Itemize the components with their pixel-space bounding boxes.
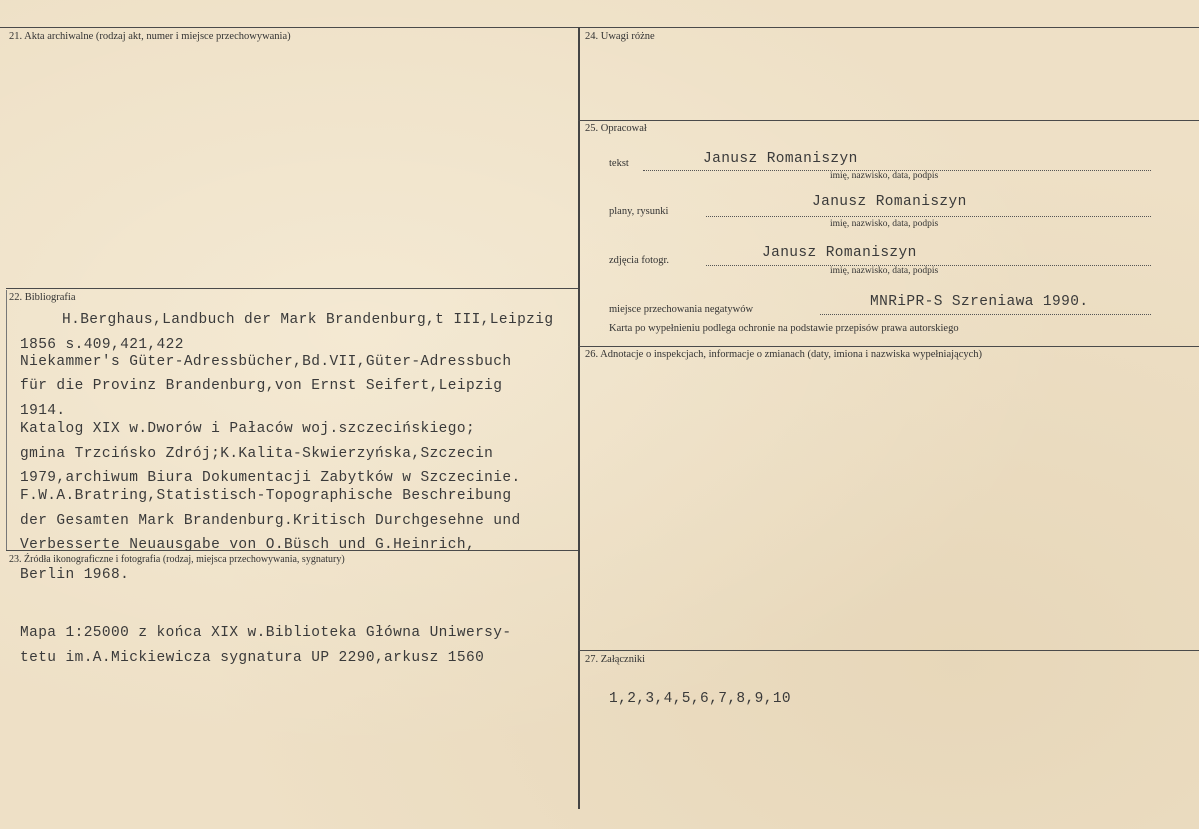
bibliography-line: Niekammer's Güter-Adressbücher,Bd.VII,Güter-Adressbuch [20,354,512,370]
author-field-plans-hint: imię, nazwisko, data, podpis [830,219,939,229]
author-field-text-value: Janusz Romaniszyn [703,151,858,167]
section-24-label: 24. Uwagi różne [585,31,655,42]
bibliography-line: gmina Trzcińsko Zdrój;K.Kalita-Skwierzyńska,Szczecin [20,446,494,462]
section-27-label: 27. Załączniki [585,654,646,665]
top-border [0,27,1199,28]
iconography-line: Mapa 1:25000 z końca XIX w.Biblioteka Główna Uniwersy- [20,625,512,641]
attachments-value: 1,2,3,4,5,6,7,8,9,10 [609,691,792,707]
center-divider [578,27,580,809]
bibliography-line: für die Provinz Brandenburg,von Ernst Seifert,Leipzig [20,378,503,394]
bibliography-line: Berlin 1968. [20,567,130,583]
bibliography-line: 1979,archiwum Biura Dokumentacji Zabytków w Szczecinie. [20,470,521,486]
author-field-photos-hint: imię, nazwisko, data, podpis [830,266,939,276]
negatives-storage-label: miejsce przechowania negatywów [609,304,754,315]
divider-26-27 [578,650,1199,651]
bibliography-line: 1856 s.409,421,422 [20,337,184,353]
negatives-storage-value: MNRiPR-S Szreniawa 1990. [870,294,1089,310]
author-field-photos-value: Janusz Romaniszyn [762,245,917,261]
section-21-label: 21. Akta archiwalne (rodzaj akt, numer i miejsce przechowywania) [9,31,291,42]
author-field-plans-label: plany, rysunki [609,206,669,217]
bibliography-line: der Gesamten Mark Brandenburg.Kritisch Durchgesehne und [20,513,521,529]
section-23-label: 23. Źródła ikonograficzne i fotografia (rodzaj, miejsca przechowywania, sygnatury) [9,554,345,565]
author-field-text-label: tekst [609,158,629,169]
divider-21-22 [6,288,578,289]
section-26-label: 26. Adnotacje o inspekcjach, informacje o zmianach (daty, imiona i nazwiska wypełniających) [585,349,983,360]
iconography-line: tetu im.A.Mickiewicza sygnatura UP 2290,arkusz 1560 [20,650,485,666]
bibliography-line: 1914. [20,403,66,419]
author-field-text-hint: imię, nazwisko, data, podpis [830,171,939,181]
negatives-storage-line [820,314,1151,315]
divider-25-26 [578,346,1199,347]
left-edge-line [6,290,7,550]
section-25-label: 25. Opracował [585,123,647,134]
section-22-label: 22. Bibliografia [9,292,76,303]
bibliography-line: F.W.A.Bratring,Statistisch-Topographische Beschreibung [20,488,512,504]
bibliography-line: Verbesserte Neuausgabe von O.Büsch und G.Heinrich, [20,537,476,553]
author-field-plans-line [706,216,1151,217]
divider-24-25 [578,120,1199,121]
copyright-note: Karta po wypełnieniu podlega ochronie na podstawie przepisów prawa autorskiego [609,323,959,334]
author-field-photos-label: zdjęcia fotogr. [609,255,670,266]
bibliography-line: Katalog XIX w.Dworów i Pałaców woj.szczecińskiego; [20,421,476,437]
author-field-plans-value: Janusz Romaniszyn [812,194,967,210]
bibliography-line: H.Berghaus,Landbuch der Mark Brandenburg,t III,Leipzig [62,312,554,328]
